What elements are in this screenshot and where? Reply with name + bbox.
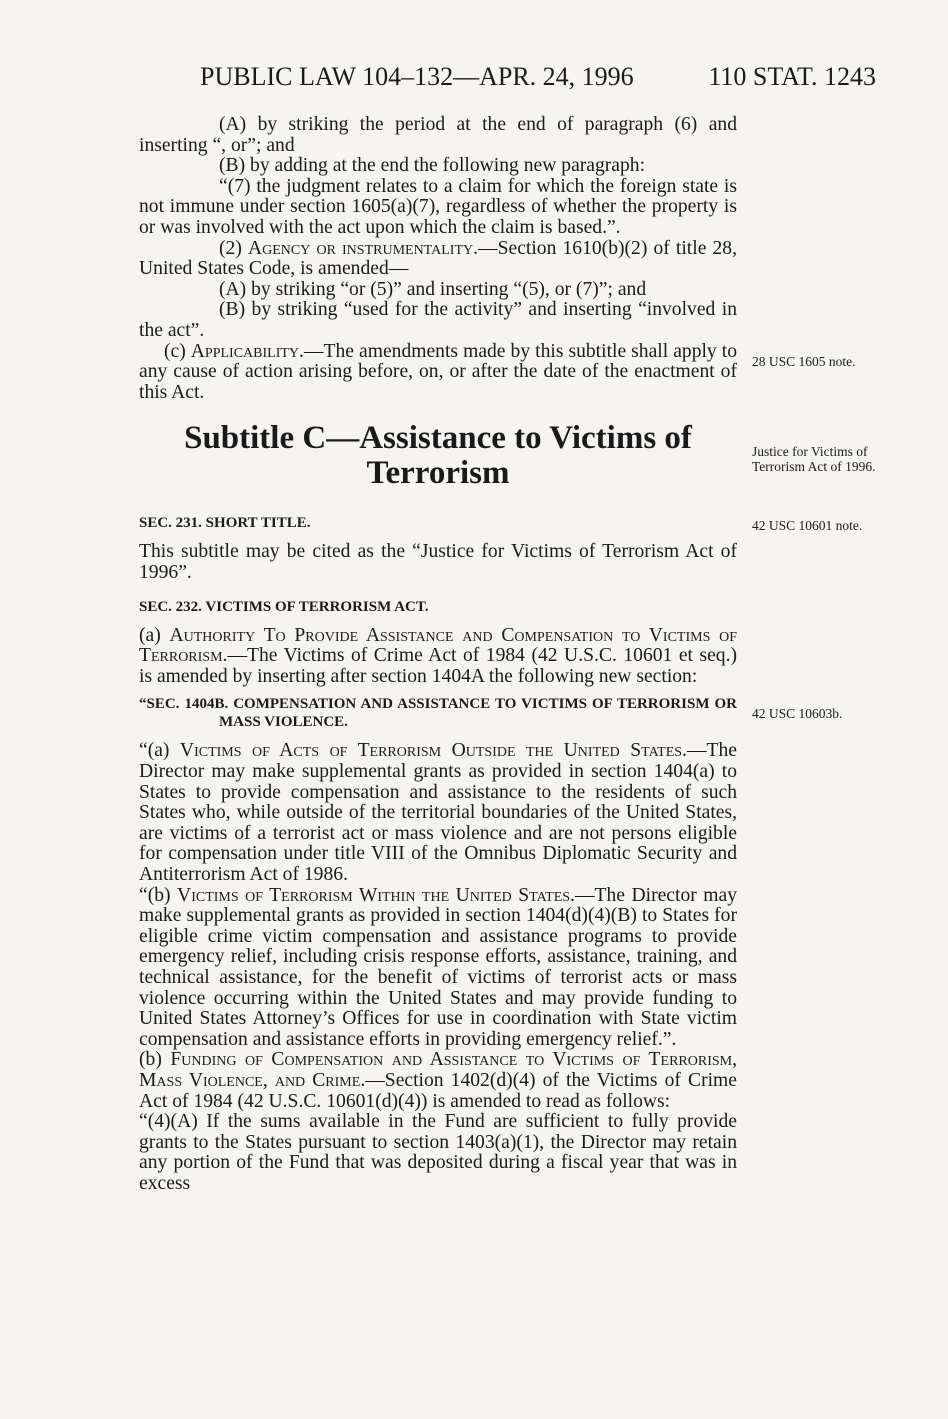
- paragraph-a-strike: (A) by striking the period at the end of paragraph (6) and inserting “, or”; and: [139, 114, 737, 156]
- margin-note-28usc1605: 28 USC 1605 note.: [752, 354, 856, 369]
- paragraph-7-quote: “(7) the judgment relates to a claim for which the foreign state is not immune under section 1605(a)(7), regardless of whether the property is or was involved with the act upon which the claim is based.”.: [139, 175, 737, 238]
- paragraph-applicability: (c) Applicability.—The amendments made by this subtitle shall apply to any cause of action arising before, on, or after the date of the enactment of this Act.: [139, 340, 737, 403]
- margin-note-short-title: Justice for Victims of Terrorism Act of 1996.: [752, 444, 876, 474]
- document-body: [139, 115, 737, 1195]
- paragraph-b-activity: (B) by striking “used for the activity” and inserting “involved in the act”.: [139, 299, 737, 341]
- subtitle-heading: Subtitle C—Assistance to Victims of Terrorism: [184, 420, 692, 492]
- margin-note-42usc10601: 42 USC 10601 note.: [752, 518, 863, 533]
- header-citation: PUBLIC LAW 104–132—APR. 24, 1996: [200, 62, 634, 91]
- paragraph-authority: (a) Authority To Provide Assistance and Compensation to Victims of Terrorism.—The Victims of Crime Act of 1984 (42 U.S.C. 10601 et seq.) is amended by inserting after section 1404A the following new section:: [139, 624, 737, 687]
- paragraph-agency: (2) Agency or instrumentality.—Section 1610(b)(2) of title 28, United States Code, is amended—: [139, 237, 737, 280]
- section-231-heading: SEC. 231. SHORT TITLE.: [139, 515, 311, 532]
- paragraph-a-or5: (A) by striking “or (5)” and inserting “(5), or (7)”; and: [219, 278, 647, 300]
- paragraph-victims-outside: “(a) Victims of Acts of Terrorism Outside the United States.—The Director may make supplemental grants as provided in section 1404(a) to States to provide compensation and assistance to the residents of such States who, while outside of the territorial boundaries of the United States, are victims of a terrorist act or mass violence and are not persons eligible for compensation under title VIII of the Omnibus Diplomatic Security and Antiterrorism Act of 1986.: [139, 740, 738, 886]
- section-1404b-heading: “SEC. 1404B. COMPENSATION AND ASSISTANCE TO VICTIMS OF TERRORISM OR MASS VIOLENCE.: [139, 696, 737, 731]
- header-stat-page: 110 STAT. 1243: [708, 62, 876, 91]
- paragraph-funding: (b) Funding of Compensation and Assistance to Victims of Terrorism, Mass Violence, and Crime.—Section 1402(d)(4) of the Victims of Crime Act of 1984 (42 U.S.C. 10601(d)(4)) is amended to read as follows:: [139, 1049, 737, 1112]
- paragraph-victims-within: “(b) Victims of Terrorism Within the United States.—The Director may make supplemental grants as provided in section 1404(d)(4)(B) to States for eligible crime victim compensation and assistance programs to provide emergency relief, including crisis response efforts, assistance, training, and technical assistance, for the benefit of victims of terrorist acts or mass violence occurring within the United States and may provide funding to United States Attorney’s Offices for use in coordination with State victim compensation and assistance efforts in providing emergency relief.”.: [139, 884, 737, 1050]
- paragraph-4a: “(4)(A) If the sums available in the Fund are sufficient to fully provide grants to the States pursuant to section 1403(a)(1), the Director may retain any portion of the Fund that was deposited during a fiscal year that was in excess: [139, 1111, 737, 1194]
- section-232-heading: SEC. 232. VICTIMS OF TERRORISM ACT.: [139, 599, 429, 616]
- margin-note-42usc10603b: 42 USC 10603b.: [752, 706, 843, 721]
- paragraph-b-add: (B) by adding at the end the following new paragraph:: [219, 155, 646, 177]
- section-231-text: This subtitle may be cited as the “Justice for Victims of Terrorism Act of 1996”.: [139, 540, 737, 583]
